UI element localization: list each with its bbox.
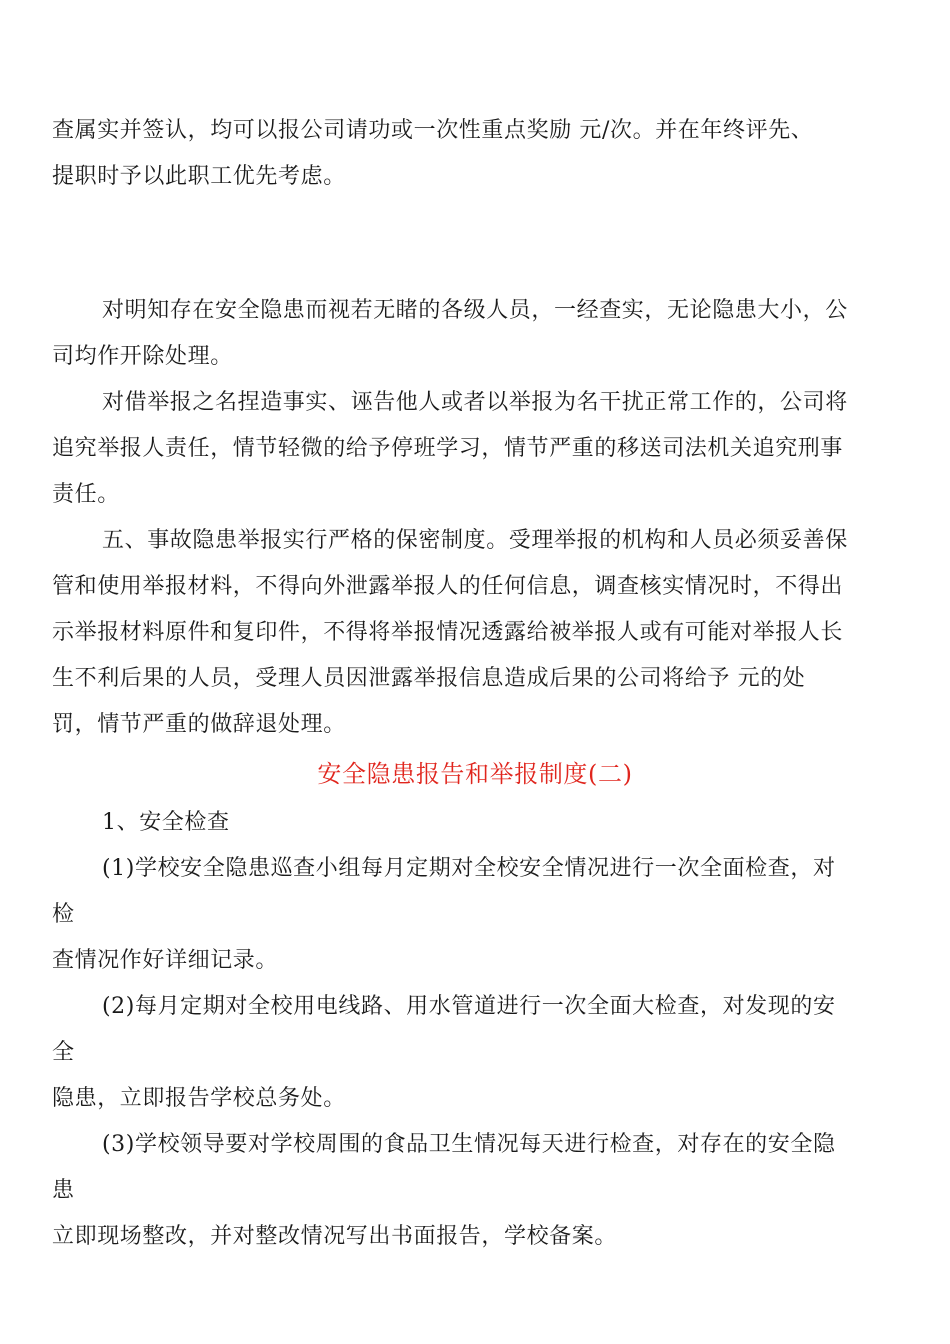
text-line: 对明知存在安全隐患而视若无睹的各级人员，一经查实，无论隐患大小，公 <box>102 298 848 323</box>
text-line: 生不利后果的人员，受理人员因泄露举报信息造成后果的公司将给予 元的处 <box>52 666 806 691</box>
text-line: 查情况作好详细记录。 <box>52 948 279 973</box>
text-line: (3)学校领导要对学校周围的食品卫生情况每天进行检查，对存在的安全隐 <box>102 1132 836 1157</box>
text-line: 对借举报之名捏造事实、诬告他人或者以举报为名干扰正常工作的，公司将 <box>102 390 848 415</box>
text-line: 追究举报人责任，情节轻微的给予停班学习，情节严重的移送司法机关追究刑事 <box>52 436 844 461</box>
text-line: (1)学校安全隐患巡查小组每月定期对全校安全情况进行一次全面检查，对 <box>102 856 836 881</box>
text-line: 隐患，立即报告学校总务处。 <box>52 1086 346 1111</box>
text-line: 1、安全检查 <box>102 810 230 835</box>
text-line: (2)每月定期对全校用电线路、用水管道进行一次全面大检查，对发现的安 <box>102 994 836 1019</box>
text-line: 立即现场整改，并对整改情况写出书面报告，学校备案。 <box>52 1224 618 1249</box>
document-page <box>52 108 898 1260</box>
blank-gap <box>52 200 898 288</box>
text-line: 管和使用举报材料，不得向外泄露举报人的任何信息，调查核实情况时，不得出 <box>52 574 844 599</box>
text-line: 全 <box>52 1040 75 1065</box>
text-line: 责任。 <box>52 482 120 507</box>
text-line: 罚，情节严重的做辞退处理。 <box>52 712 346 737</box>
text-line: 患 <box>52 1178 75 1203</box>
text-line: 司均作开除处理。 <box>52 344 233 369</box>
text-line: 五、事故隐患举报实行严格的保密制度。受理举报的机构和人员必须妥善保 <box>102 528 848 553</box>
text-line: 提职时予以此职工优先考虑。 <box>52 164 346 189</box>
text-line: 检 <box>52 902 75 927</box>
text-line: 示举报材料原件和复印件，不得将举报情况透露给被举报人或有可能对举报人长 <box>52 620 844 645</box>
section-title: 安全隐患报告和举报制度(二) <box>317 760 633 788</box>
text-line: 查属实并签认，均可以报公司请功或一次性重点奖励 元/次。并在年终评先、 <box>52 118 814 143</box>
